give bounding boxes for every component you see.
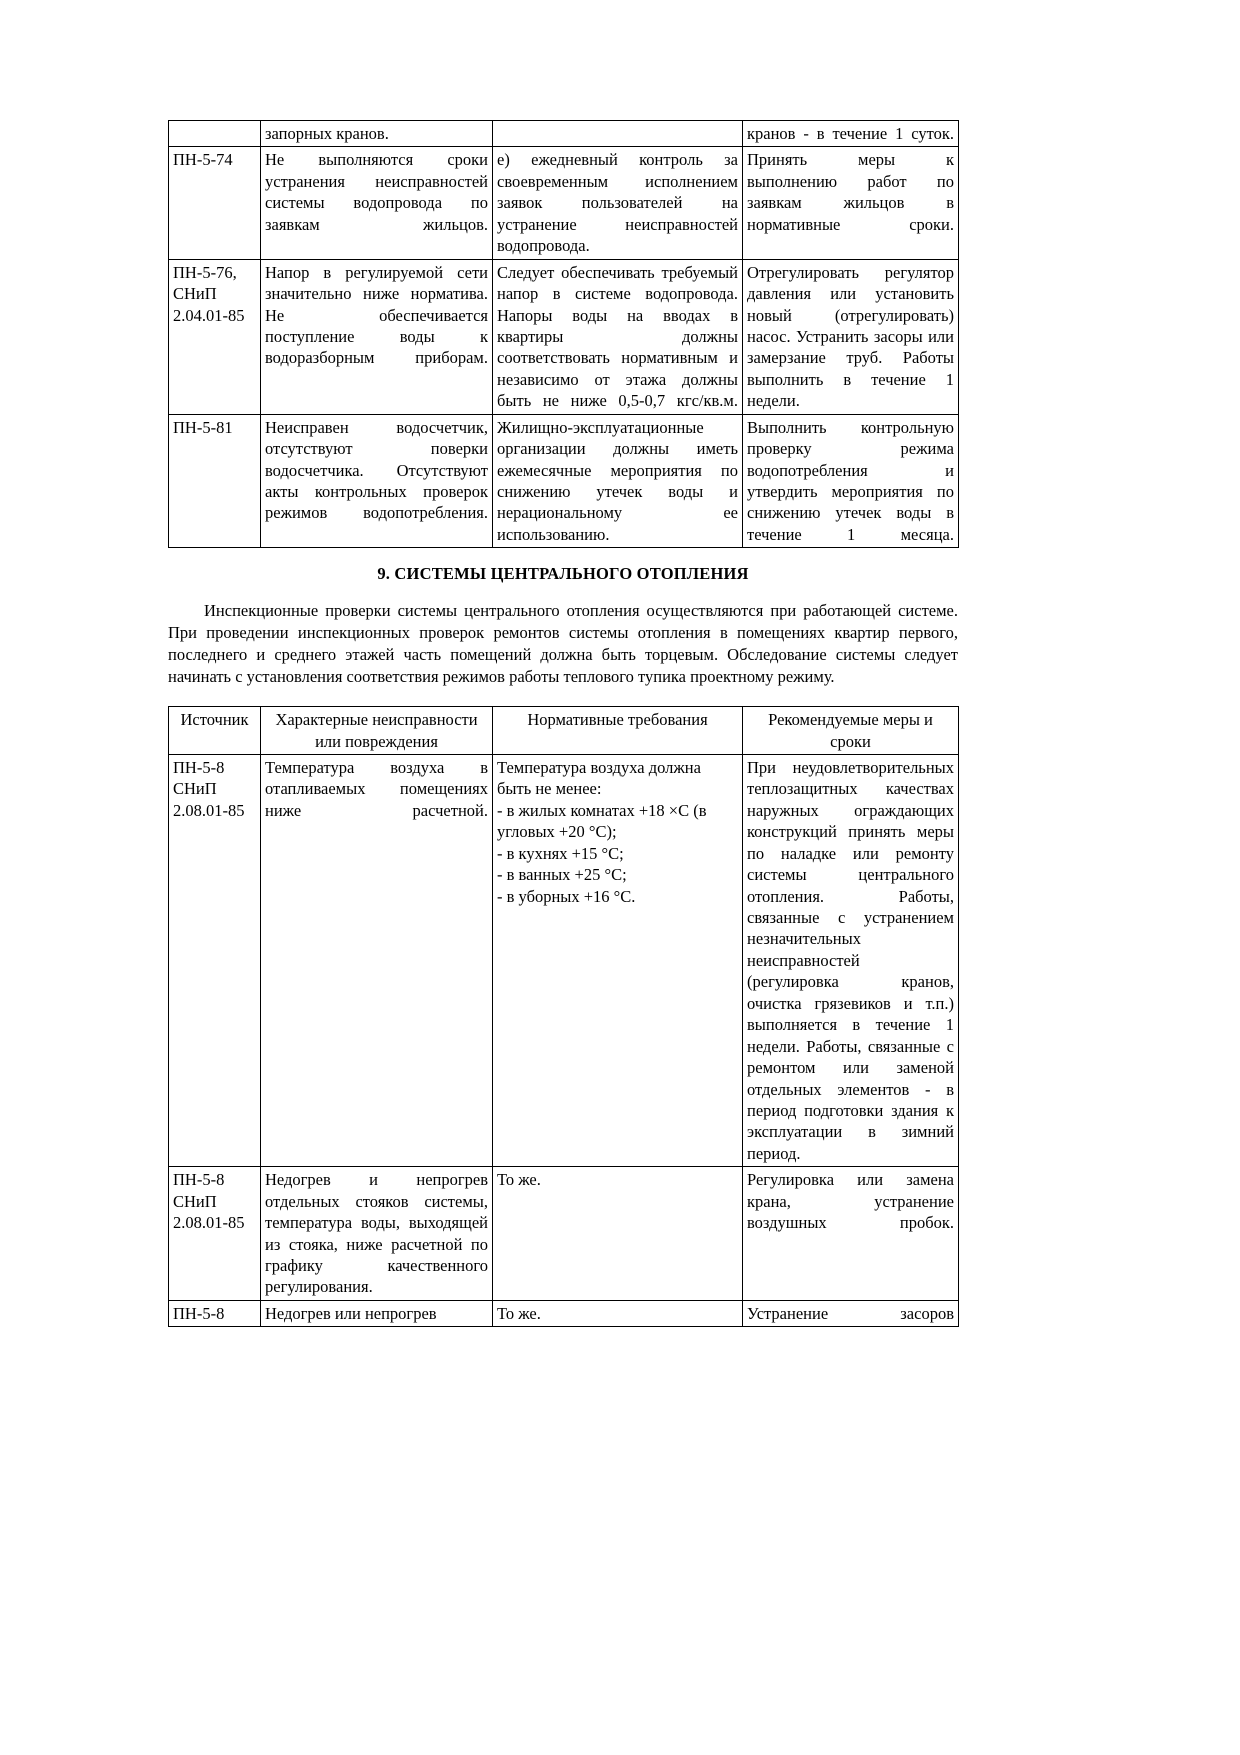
header-source: Источник (169, 707, 261, 755)
cell-fault: Недогрев и непрогрев отдельных стояков системы, температура воды, выходящей из стояка, ниже расчетной по графику качественного регулирования. (261, 1167, 493, 1301)
cell-fault: Не выполняются сроки устранения неисправностей системы водопровода по заявкам жильцов. (261, 147, 493, 259)
cell-norm: То же. (493, 1300, 743, 1326)
cell-fault: Температура воздуха в отапливаемых помещениях ниже расчетной. (261, 754, 493, 1166)
cell-source (169, 121, 261, 147)
cell-norm: То же. (493, 1167, 743, 1301)
cell-norm (493, 754, 743, 1166)
water-supply-table (168, 120, 959, 548)
cell-fault: Неисправен водосчетчик, отсутствуют поверки водосчетчика. Отсутствуют акты контрольных проверок режимов водопотребления. (261, 414, 493, 548)
norm-intro: Температура воздуха должна быть не менее: (497, 757, 701, 799)
header-measures: Рекомендуемые меры и сроки (743, 707, 959, 755)
cell-measures: Отрегулировать регулятор давления или установить новый (отрегулировать) насос. Устранить засоры или замерзание труб. Работы выполнить в течение 1 недели. (743, 259, 959, 414)
cell-fault: запорных кранов. (261, 121, 493, 147)
cell-source: ПН-5-8 СНиП 2.08.01-85 (169, 754, 261, 1166)
table-row (169, 1167, 959, 1301)
cell-fault: Недогрев или непрогрев (261, 1300, 493, 1326)
cell-fault: Напор в регулируемой сети значительно ниже норматива. Не обеспечивается поступление воды к водоразборным приборам. (261, 259, 493, 414)
table-row (169, 1300, 959, 1326)
heating-table (168, 706, 959, 1327)
document-page (168, 120, 958, 1327)
header-norm: Нормативные требования (493, 707, 743, 755)
table-row (169, 121, 959, 147)
norm-item: - в ванных +25 °С; (497, 865, 627, 885)
norm-item: - в кухнях +15 °С; (497, 843, 624, 863)
cell-measures: Выполнить контрольную проверку режима водопотребления и утвердить мероприятия по снижению утечек воды в течение 1 месяца. (743, 414, 959, 548)
table-row (169, 147, 959, 259)
table-row (169, 259, 959, 414)
cell-source: ПН-5-76, СНиП 2.04.01-85 (169, 259, 261, 414)
norm-item: - в жилых комнатах +18 ×С (в угловых +20 °С); (497, 800, 707, 842)
section-title: 9. СИСТЕМЫ ЦЕНТРАЛЬНОГО ОТОПЛЕНИЯ (377, 564, 749, 584)
cell-measures: При неудовлетворительных теплозащитных качествах наружных ограждающих конструкций принять меры по наладке или ремонту системы центрального отопления. Работы, связанные с устранением незначительных неисправностей (регулировка кранов, очистка грязевиков и т.п.) выполняется в течение 1 недели. Работы, связанные с ремонтом или заменой отдельных элементов - в период подготовки здания к эксплуатации в зимний период. (743, 754, 959, 1166)
cell-measures: Принять меры к выполнению работ по заявкам жильцов в нормативные сроки. (743, 147, 959, 259)
cell-measures: Устранение засоров (743, 1300, 959, 1326)
section-paragraph: Инспекционные проверки системы центрального отопления осуществляются при работающей системе. При проведении инспекционных проверок ремонтов системы отопления в помещениях квартир первого, последнего и среднего этажей часть помещений должна быть торцевым. Обследование системы следует начинать с установления соответствия режимов работы теплового тупика проектному режиму. (168, 601, 958, 687)
cell-source: ПН-5-74 (169, 147, 261, 259)
cell-measures: кранов - в течение 1 суток. (743, 121, 959, 147)
cell-source: ПН-5-81 (169, 414, 261, 548)
cell-measures: Регулировка или замена крана, устранение воздушных пробок. (743, 1167, 959, 1301)
cell-source: ПН-5-8 СНиП 2.08.01-85 (169, 1167, 261, 1301)
table-row (169, 754, 959, 1166)
cell-norm (493, 121, 743, 147)
norm-item: - в уборных +16 °С. (497, 886, 636, 906)
cell-source: ПН-5-8 (169, 1300, 261, 1326)
header-fault: Характерные неисправности или повреждения (261, 707, 493, 755)
cell-norm: Жилищно-эксплуатационные организации должны иметь ежемесячные мероприятия по снижению утечек воды и нерациональному ее использованию. (493, 414, 743, 548)
cell-norm: Следует обеспечивать требуемый напор в системе водопровода. Напоры воды на вводах в квартиры должны соответствовать нормативным и независимо от этажа должны быть не ниже 0,5-0,7 кгс/кв.м. (493, 259, 743, 414)
cell-norm: е) ежедневный контроль за своевременным исполнением заявок пользователей на устранение неисправностей водопровода. (493, 147, 743, 259)
table-row (169, 414, 959, 548)
table-header-row (169, 707, 959, 755)
